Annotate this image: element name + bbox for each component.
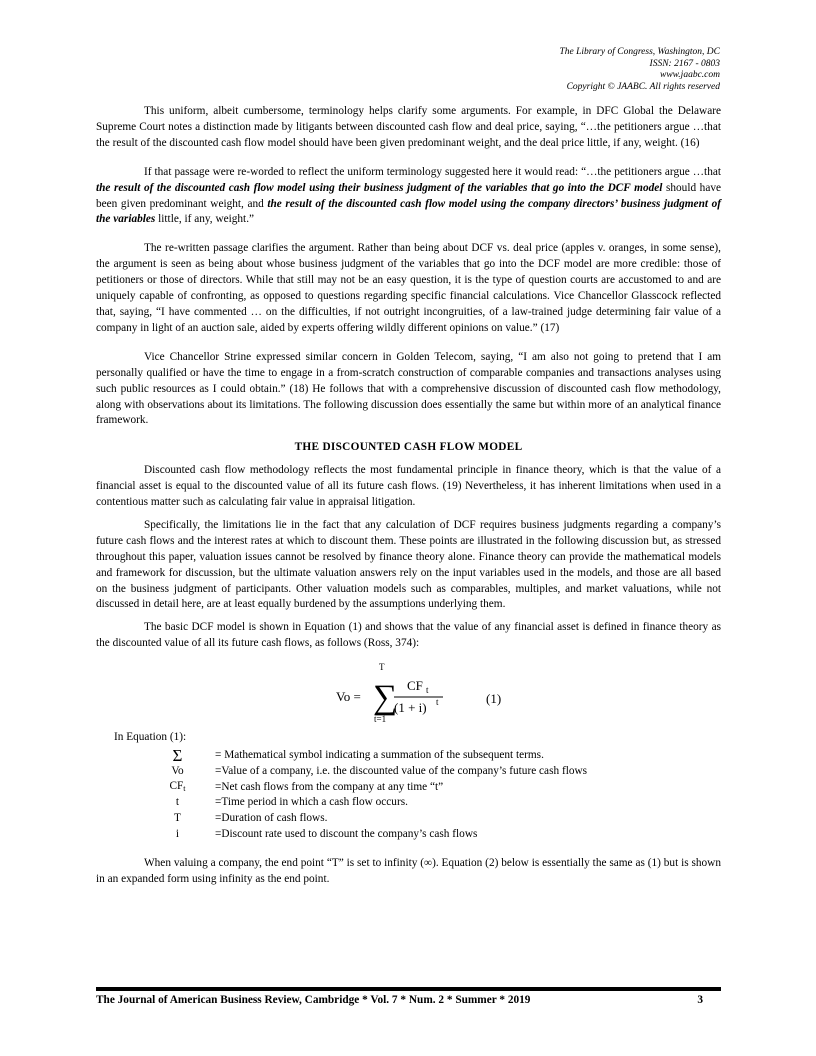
definition-text: =Value of a company, i.e. the discounted value of the company’s future cash flows [215, 764, 588, 777]
definition-symbol: i [175, 828, 180, 841]
definition-symbol: Vo [171, 764, 184, 777]
paragraph-5: Discounted cash flow methodology reflects the most fundamental principle in finance theory, which is that the value of a financial asset is equal to the discounted value of all its future cash flows. (19) Nevertheless, it has inherent limitations when used in a contentious matter such as calculating fair value in appraisal litigation. [96, 464, 721, 509]
definition-text: = Mathematical symbol indicating a summation of the subsequent terms. [215, 749, 544, 762]
equation-lhs: Vo = [336, 689, 361, 705]
paragraph-8: When valuing a company, the end point “T” is set to infinity (∞). Equation (2) below is essentially the same as (1) but is shown in an expanded form using infinity as the end point. [96, 856, 721, 885]
definition-symbol: t [175, 796, 180, 809]
definition-symbol-sub: t [183, 783, 186, 793]
paragraph-2-emphasis-2: the result of the discounted cash flow model using the company directors’ business judgment of the variables [96, 197, 721, 226]
paragraph-3: The re-written passage clarifies the argument. Rather than being about DCF vs. deal price (apples v. oranges, in some sense), the argument is seen as being about whose business judgment of the variables that go into the DCF model are more credible: those of petitioners or those of directors. While that still may not be an easy question, it is the type of question courts are accustomed to and are uniquely capable of confronting, as opposed to questions regarding specific financial calculations. Vice Chancellor Glasscock reflected that, saying, “I have commented … on the difficulties, if not outright incongruities, of a law-trained judge determining fair value of a company in light of an auction sale, aided by experts offering wildly different opinions on value.” (17) [96, 242, 721, 334]
definition-text: =Discount rate used to discount the company’s cash flows [215, 828, 478, 841]
header-line-3: www.jaabc.com [660, 70, 720, 81]
article-body [96, 104, 721, 888]
definition-text: =Duration of cash flows. [215, 812, 328, 825]
paragraph-4: Vice Chancellor Strine expressed similar concern in Golden Telecom, saying, “I am also not going to pretend that I am personally qualified or have the time to engage in a from-scratch construction of comparable companies and transactions analyses using such public resources as I could obtain.” (18) He follows that with a comprehensive discussion of discounted cash flow methodology, along with observations about its limitations. The following discussion does essentially the same but within more of an analytical finance framework. [96, 350, 721, 427]
definition-row [96, 745, 721, 765]
definition-text: =Net cash flows from the company at any time “t” [215, 780, 444, 793]
header-line-1: The Library of Congress, Washington, DC [559, 47, 720, 57]
equation-lower-limit: t=1 [374, 714, 387, 725]
equation-denominator-sup: t [436, 697, 439, 708]
page-footer [96, 994, 721, 1006]
paragraph-6: Specifically, the limitations lie in the fact that any calculation of DCF requires business judgments regarding a company’s future cash flows and the interest rates at which to discount them. These points are illustrated in the following discussion but, as stressed throughout this paper, valuation issues cannot be resolved by finance theory alone. Finance theory can provide the mathematical models and framework for discussion, but the ultimate valuation answers rely on the input variables used in the models, and those are all based on the business judgment of participants. Other valuation models such as comparables, multiples, and market valuations, while not discussed in detail here, are at least equally burdened by the assumptions underlying them. [96, 518, 721, 611]
definition-row [96, 764, 721, 780]
equation-numerator-sub: t [426, 685, 429, 696]
equation-sigma: ∑ [373, 679, 398, 717]
journal-citation: The Journal of American Business Review, Cambridge * Vol. 7 * Num. 2 * Summer * 2019 [96, 994, 531, 1006]
definition-symbol: Σ [172, 745, 183, 765]
definitions-list [96, 745, 721, 843]
page-number: 3 [697, 994, 703, 1006]
header-line-2: ISSN: 2167 - 0803 [649, 58, 720, 69]
paragraph-1: This uniform, albeit cumbersome, terminology helps clarify some arguments. For example, in DFC Global the Delaware Supreme Court notes a distinction made by litigants between discounted cash flow and deal price, saying, “…the petitioners argue …that the result of the discounted cash flow model should have been given predominant weight, and the deal price little, if any, weight. (16) [96, 105, 721, 149]
definition-symbol: T [174, 812, 181, 825]
definitions-intro: In Equation (1): [114, 731, 187, 744]
definition-symbol-base: CF [169, 779, 184, 792]
definition-symbol [96, 779, 211, 797]
paragraph-2-part-c: should have been given predominant weight, and [96, 181, 721, 210]
definition-row [96, 780, 721, 796]
paragraph-7: The basic DCF model is shown in Equation (1) and shows that the value of any financial asset is defined in finance theory as the discounted value of all its future cash flows, as follows (Ross, 374): [96, 621, 721, 650]
header-line-4: Copyright © JAABC. All rights reserved [566, 81, 720, 92]
equation-numerator: CF [407, 678, 423, 694]
paragraph-2-part-a: If that passage were re-worded to reflect the uniform terminology suggested here it would read: “…the petitioners argue …that [144, 165, 721, 178]
equation-1 [96, 660, 721, 724]
definition-row [96, 827, 721, 843]
equation-1-graphic [96, 660, 721, 724]
paragraph-2-part-e: little, if any, weight.” [155, 213, 255, 226]
equation-number: (1) [486, 691, 502, 707]
equation-denominator: (1 + i) [394, 700, 427, 716]
paragraph-2 [96, 165, 721, 229]
footer-rule [96, 987, 721, 991]
definition-text: =Time period in which a cash flow occurs. [215, 796, 408, 809]
definition-row [96, 811, 721, 827]
section-heading: THE DISCOUNTED CASH FLOW MODEL [294, 441, 523, 454]
definition-row [96, 795, 721, 811]
equation-upper-limit: T [379, 662, 385, 673]
page-header [559, 47, 720, 93]
paragraph-2-emphasis-1: the result of the discounted cash flow model using their business judgment of the variables that go into the DCF model [96, 181, 663, 194]
